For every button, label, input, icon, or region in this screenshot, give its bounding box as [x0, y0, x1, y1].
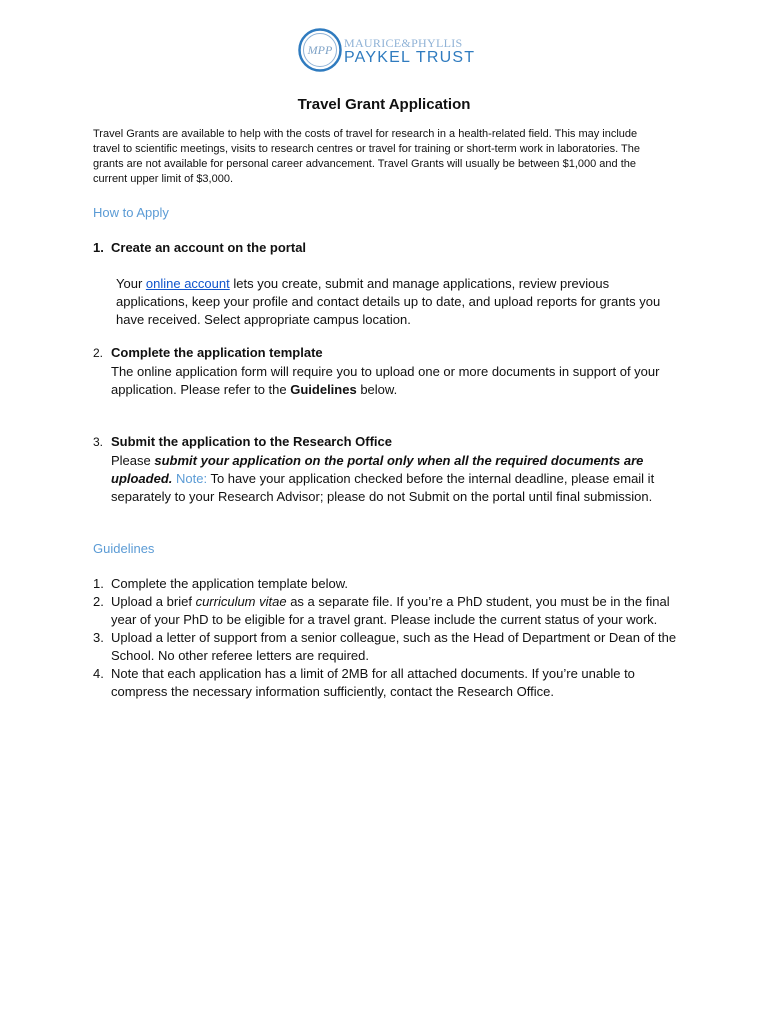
- submit-instruction: submit your application on the portal only when all the required documents are uploaded.: [111, 453, 644, 486]
- step-2-heading: [93, 345, 323, 360]
- logo-line-1: MAURICE&PHYLLIS: [344, 36, 463, 50]
- monogram-text: MPP: [307, 43, 333, 57]
- list-item-text-after: as a separate file. If you’re a PhD student, you must be in the final year of your PhD to be eligible for a travel grant. Please include the current status of your work.: [111, 594, 670, 627]
- monogram-seal-icon: [298, 28, 342, 72]
- step-2-body: [111, 363, 681, 399]
- page-title: Travel Grant Application: [297, 96, 471, 113]
- step-2-title: Complete the application template: [111, 345, 323, 360]
- list-item-text: Upload a letter of support from a senior colleague, such as the Head of Department or Dean of the School. No other referee letters are required.: [111, 630, 677, 663]
- step-2-text-before: The online application form will require you to upload one or more documents in support of your application. Please refer to the: [111, 364, 660, 397]
- intro-paragraph: Travel Grants are available to help with the costs of travel for research in a health-related field. This may include travel to scientific meetings, visits to research centres or travel for training or short-term work in laboratories. The grants are not available for personal career advancement. Travel Grants will usually be between $1,000 and the current upper limit of $3,000.: [93, 128, 640, 185]
- list-item-number: 1.: [93, 576, 104, 591]
- step-1-body: [116, 275, 681, 329]
- logo-line-2: PAYKEL TRUST: [344, 49, 476, 66]
- step-3-heading: [93, 434, 392, 449]
- note-label: Note:: [172, 471, 208, 486]
- list-item: [93, 629, 683, 665]
- list-item-text: Complete the application template below.: [111, 576, 349, 591]
- step-3-number: 3.: [93, 435, 104, 449]
- online-account-link[interactable]: online account: [145, 276, 230, 291]
- list-item: [93, 593, 683, 629]
- list-item-number: 4.: [93, 666, 104, 681]
- step-1-text-after: lets you create, submit and manage applications, review previous applications, keep your profile and contact details up to date, and upload reports for grants you have received. Select appropriate campus location.: [116, 276, 661, 327]
- list-item-text: Note that each application has a limit of 2MB for all attached documents. If you’re unable to compress the necessary information sufficiently, contact the Research Office.: [111, 666, 635, 699]
- step-3-text-after: To have your application checked before the internal deadline, please email it separately to your Research Advisor; please do not Submit on the portal until final submission.: [111, 471, 655, 504]
- list-item-number: 2.: [93, 594, 104, 609]
- step-2-text-after: below.: [356, 382, 398, 397]
- step-3-body: [111, 452, 681, 506]
- how-to-apply-heading: How to Apply: [93, 205, 169, 220]
- list-item-text-before: Upload a brief: [111, 594, 196, 609]
- step-1-number: 1.: [93, 240, 104, 255]
- step-3-title: Submit the application to the Research Office: [111, 434, 392, 449]
- step-3-text-before: Please: [111, 453, 155, 468]
- guidelines-heading: Guidelines: [93, 541, 155, 556]
- cv-term: curriculum vitae: [195, 594, 287, 609]
- guidelines-list: [93, 575, 683, 701]
- step-1-heading: [93, 240, 306, 255]
- step-1-title: Create an account on the portal: [111, 240, 307, 255]
- list-item-number: 3.: [93, 630, 104, 645]
- trust-logo: [298, 28, 478, 72]
- list-item: [93, 575, 683, 593]
- list-item: [93, 665, 683, 701]
- step-1-text-before: Your: [116, 276, 146, 291]
- step-2-number: 2.: [93, 346, 104, 360]
- guidelines-reference: Guidelines: [290, 382, 357, 397]
